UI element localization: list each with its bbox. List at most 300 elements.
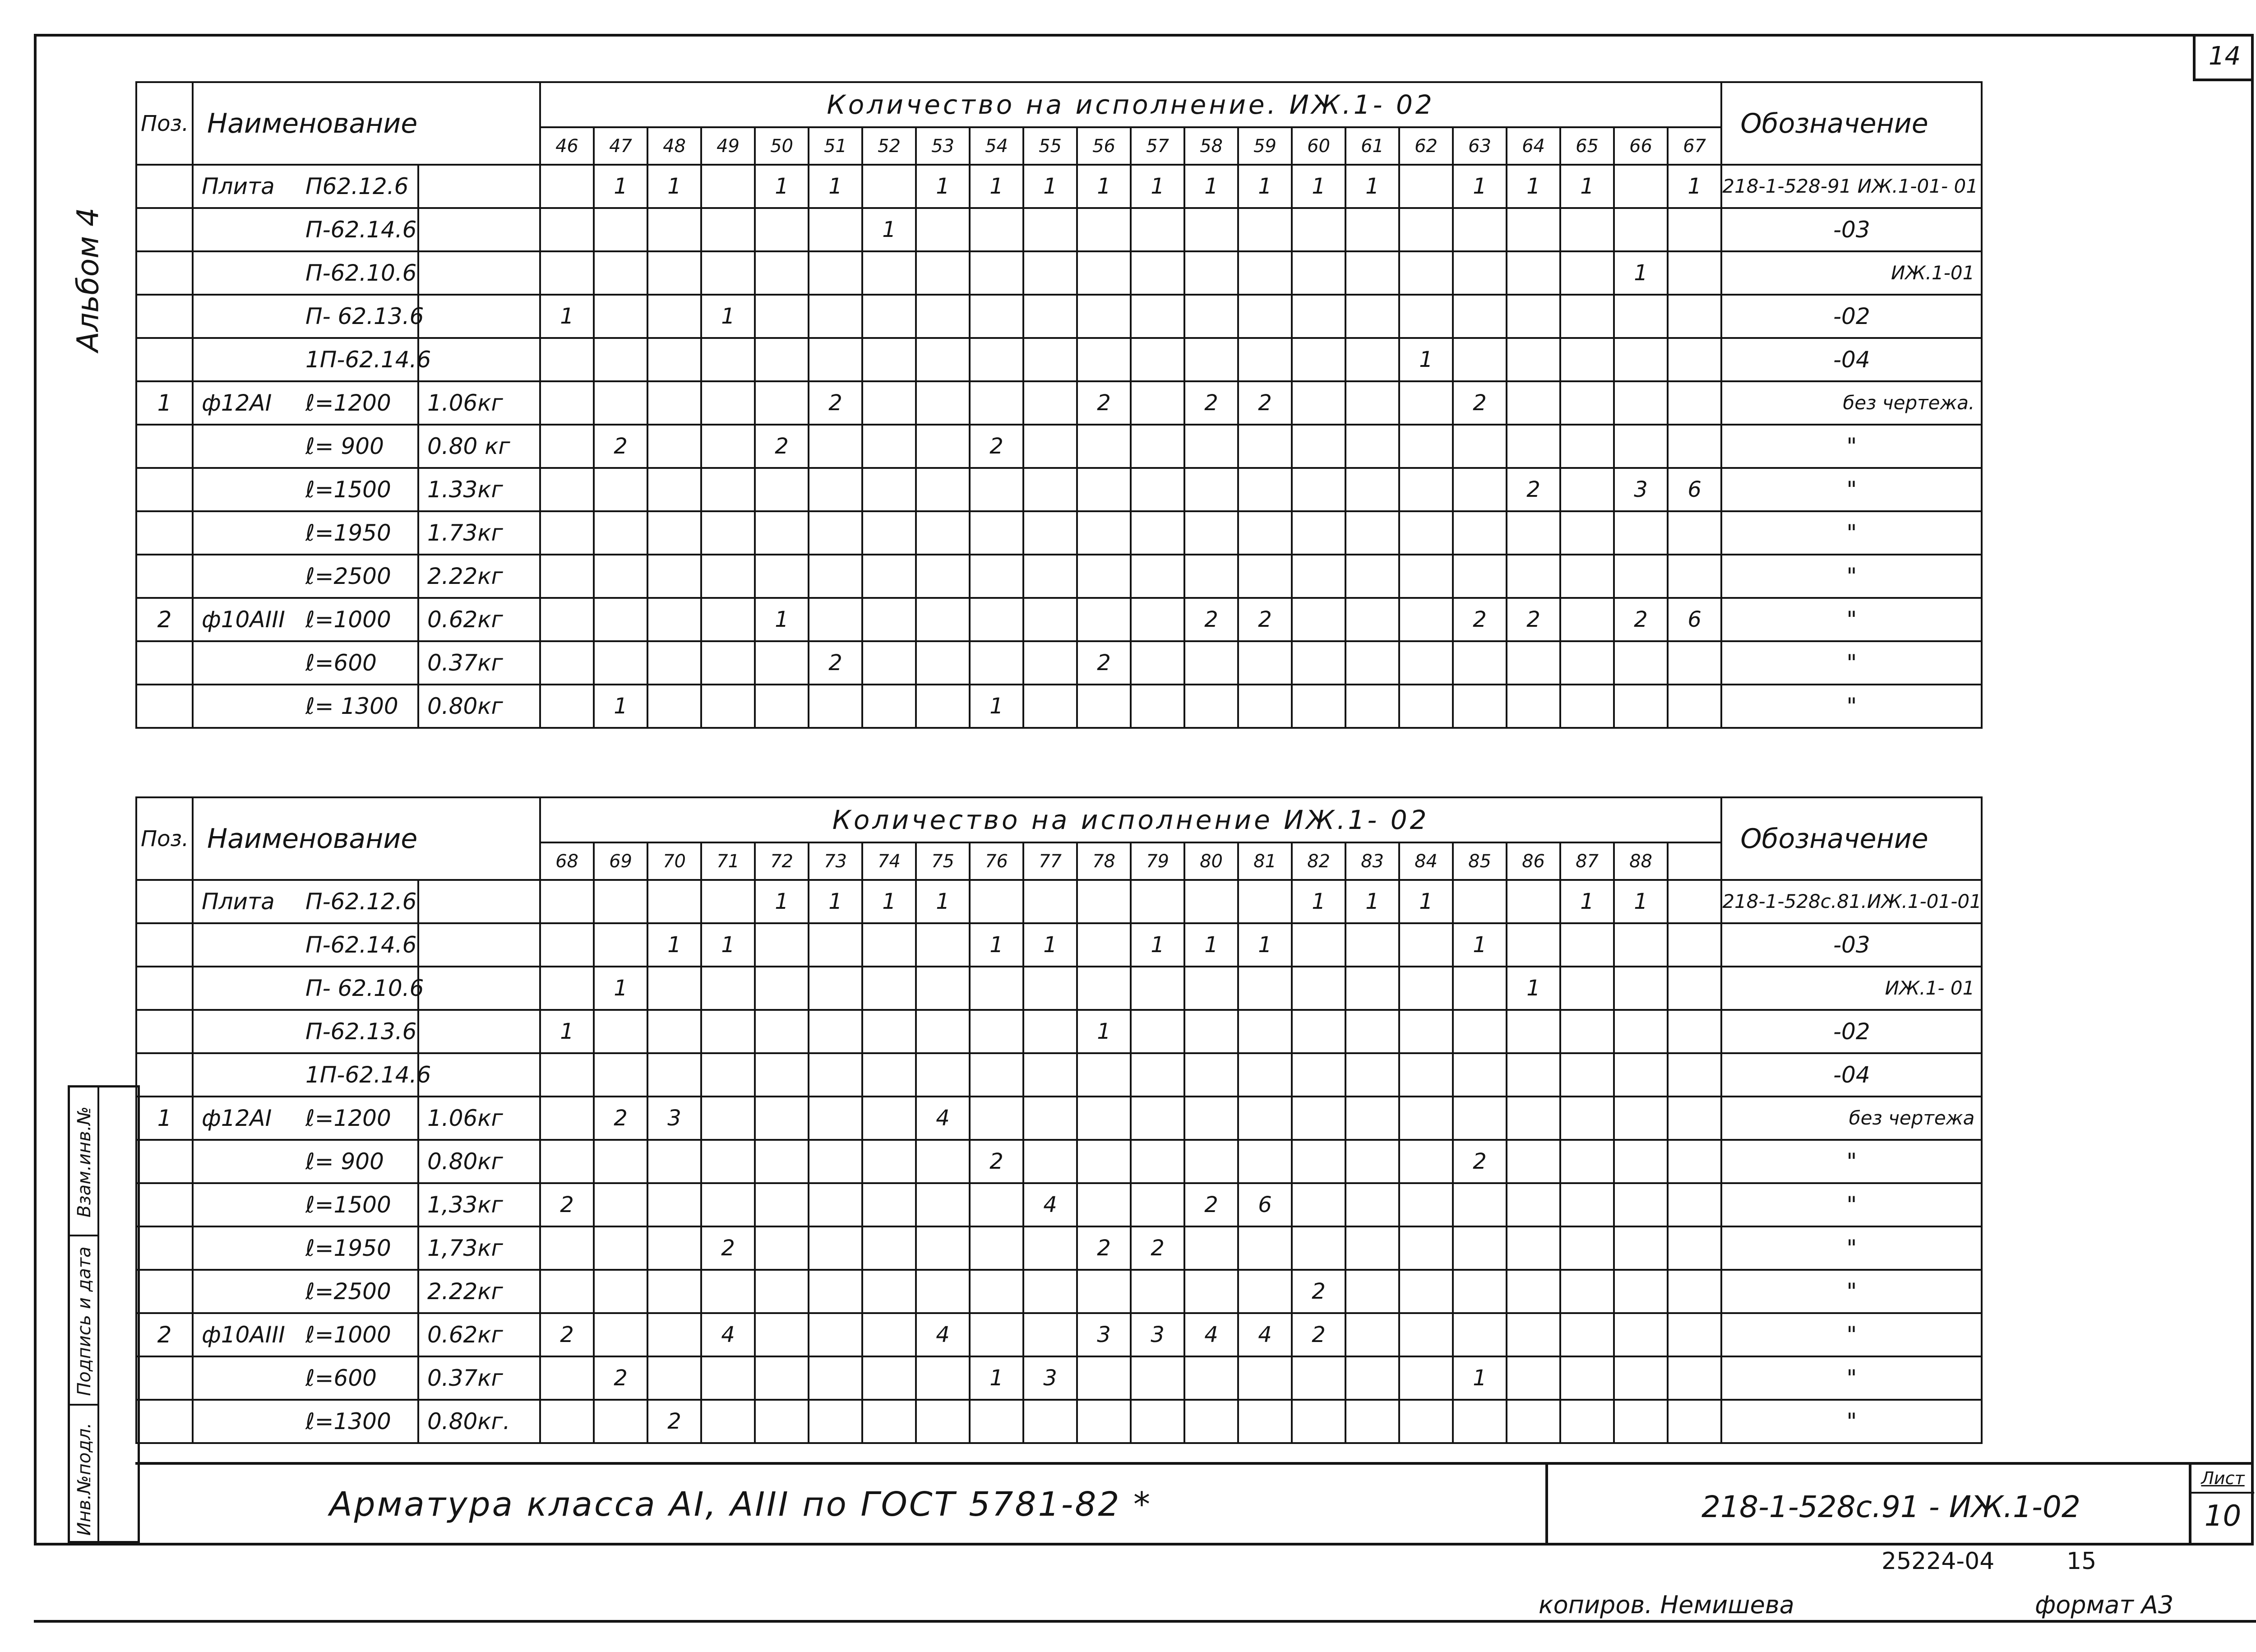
qty-cell — [1077, 923, 1131, 967]
qty-cell — [1668, 511, 1721, 555]
qty-cell — [1238, 880, 1292, 923]
qty-cell — [1077, 598, 1131, 641]
sheet-label: Лист — [2191, 1465, 2254, 1494]
qty-cell — [1668, 1400, 1721, 1443]
qty-cell — [1614, 381, 1668, 425]
qty-cell — [1668, 1226, 1721, 1270]
qty-cell — [1614, 1270, 1668, 1313]
qty-cell — [1507, 555, 1560, 598]
qty-cell — [1238, 1097, 1292, 1140]
qty-cell — [1023, 251, 1077, 295]
qty-cell — [1614, 1053, 1668, 1097]
qty-cell — [1023, 880, 1077, 923]
qty-cell — [1292, 598, 1345, 641]
item-name: ф12АI — [202, 1105, 272, 1131]
qty-cell — [1131, 1400, 1184, 1443]
qty-cell — [1238, 1053, 1292, 1097]
designation-cell: " — [1721, 641, 1982, 685]
qty-cell — [1238, 967, 1292, 1010]
qty-cell — [1131, 641, 1184, 685]
qty-cell — [701, 1010, 755, 1053]
qty-cell — [1077, 1356, 1131, 1400]
qty-cell — [540, 967, 594, 1010]
qty-cell — [540, 641, 594, 685]
variant-number: 54 — [970, 127, 1023, 165]
qty-cell: 1 — [755, 165, 809, 208]
qty-cell — [916, 1053, 970, 1097]
qty-cell — [1507, 1097, 1560, 1140]
qty-cell — [1345, 555, 1399, 598]
qty-cell — [809, 511, 862, 555]
pos-cell: 2 — [136, 1313, 193, 1356]
qty-cell — [540, 381, 594, 425]
weight-cell: 1,73кг — [418, 1226, 540, 1270]
qty-cell — [1345, 338, 1399, 381]
quantity-header: Количество на исполнение. ИЖ.1- 02 — [540, 82, 1721, 127]
qty-cell — [1023, 1226, 1077, 1270]
name-header: Наименование — [193, 797, 540, 880]
qty-cell — [1453, 880, 1507, 923]
qty-cell: 1 — [1399, 880, 1453, 923]
designation-cell: " — [1721, 1183, 1982, 1226]
qty-cell — [1560, 208, 1614, 251]
variant-number: 88 — [1614, 842, 1668, 880]
qty-cell: 1 — [1077, 1010, 1131, 1053]
qty-cell — [809, 1053, 862, 1097]
qty-cell: 2 — [1507, 598, 1560, 641]
qty-cell — [647, 338, 701, 381]
qty-cell — [1077, 685, 1131, 728]
qty-cell — [1668, 251, 1721, 295]
qty-cell — [916, 685, 970, 728]
qty-cell — [1399, 1400, 1453, 1443]
qty-cell: 1 — [916, 165, 970, 208]
qty-cell: 2 — [594, 1097, 647, 1140]
qty-cell: 1 — [916, 880, 970, 923]
pos-cell — [136, 425, 193, 468]
qty-cell — [1023, 1097, 1077, 1140]
qty-cell — [1614, 165, 1668, 208]
qty-cell — [1453, 425, 1507, 468]
weight-cell: 0.80кг — [418, 1140, 540, 1183]
qty-cell — [1399, 598, 1453, 641]
table-row — [136, 165, 1982, 208]
qty-cell — [1184, 1226, 1238, 1270]
qty-cell — [1668, 1053, 1721, 1097]
qty-cell: 2 — [594, 425, 647, 468]
qty-cell — [540, 880, 594, 923]
qty-cell — [1507, 1313, 1560, 1356]
variant-number: 66 — [1614, 127, 1668, 165]
designation-header: Обозначение — [1721, 797, 1982, 880]
qty-cell — [809, 923, 862, 967]
designation-cell: " — [1721, 1400, 1982, 1443]
item-name: ф10АIII — [202, 606, 285, 633]
weight-cell: 0.62кг — [418, 598, 540, 641]
qty-cell — [1238, 251, 1292, 295]
designation-cell: ИЖ.1- 01 — [1721, 967, 1982, 1010]
qty-cell — [862, 1400, 916, 1443]
qty-cell — [809, 598, 862, 641]
qty-cell: 2 — [1238, 598, 1292, 641]
qty-cell — [809, 468, 862, 511]
qty-cell — [1507, 641, 1560, 685]
sheet-box — [2189, 1465, 2254, 1543]
qty-cell — [540, 1400, 594, 1443]
spec-table-2 — [135, 796, 1983, 1444]
qty-cell: 1 — [1023, 165, 1077, 208]
qty-cell — [1131, 1097, 1184, 1140]
qty-cell — [862, 967, 916, 1010]
name-cell — [193, 967, 424, 1010]
item-mark: ℓ=1200 — [305, 390, 391, 416]
qty-cell — [1560, 1053, 1614, 1097]
item-mark: ℓ=1950 — [305, 1235, 391, 1261]
qty-cell — [1292, 641, 1345, 685]
qty-cell — [1399, 1183, 1453, 1226]
variant-number: 46 — [540, 127, 594, 165]
qty-cell — [809, 208, 862, 251]
pos-cell — [136, 967, 193, 1010]
qty-cell — [1560, 1313, 1614, 1356]
qty-cell — [1023, 468, 1077, 511]
qty-cell — [1614, 641, 1668, 685]
name-cell — [193, 425, 418, 468]
qty-cell — [1184, 1270, 1238, 1313]
qty-cell: 1 — [1292, 880, 1345, 923]
qty-cell — [1560, 641, 1614, 685]
qty-cell — [594, 880, 647, 923]
qty-cell — [755, 338, 809, 381]
variant-number: 84 — [1399, 842, 1453, 880]
qty-cell — [1453, 511, 1507, 555]
qty-cell — [1453, 1400, 1507, 1443]
name-cell — [193, 165, 418, 208]
qty-cell — [1614, 685, 1668, 728]
qty-cell — [809, 251, 862, 295]
item-mark: ℓ=2500 — [305, 563, 391, 589]
weight-cell: 2.22кг — [418, 555, 540, 598]
item-mark: ℓ=1500 — [305, 1192, 391, 1218]
qty-cell: 1 — [1507, 967, 1560, 1010]
qty-cell — [1453, 208, 1507, 251]
qty-cell — [1023, 598, 1077, 641]
qty-cell: 4 — [1023, 1183, 1077, 1226]
name-cell — [193, 338, 431, 381]
name-cell — [193, 923, 418, 967]
qty-cell — [916, 1140, 970, 1183]
qty-cell — [1453, 685, 1507, 728]
qty-cell — [1453, 295, 1507, 338]
qty-cell — [1345, 1140, 1399, 1183]
qty-cell — [701, 1053, 755, 1097]
qty-cell: 1 — [1614, 251, 1668, 295]
qty-cell — [1345, 1226, 1399, 1270]
qty-cell: 1 — [862, 880, 916, 923]
qty-cell — [1238, 1356, 1292, 1400]
side-stamp — [68, 1085, 140, 1543]
qty-cell — [1453, 1010, 1507, 1053]
qty-cell — [1614, 923, 1668, 967]
qty-cell: 1 — [862, 208, 916, 251]
qty-cell — [809, 685, 862, 728]
qty-cell — [1077, 1140, 1131, 1183]
qty-cell — [1453, 251, 1507, 295]
qty-cell — [647, 685, 701, 728]
qty-cell — [755, 1097, 809, 1140]
variant-number: 87 — [1560, 842, 1614, 880]
designation-cell: -04 — [1721, 1053, 1982, 1097]
qty-cell — [1668, 967, 1721, 1010]
qty-cell: 1 — [540, 295, 594, 338]
item-mark: ℓ= 1300 — [305, 693, 398, 719]
qty-cell — [1077, 1400, 1131, 1443]
qty-cell — [1507, 685, 1560, 728]
table-row — [136, 1010, 1982, 1053]
qty-cell — [540, 251, 594, 295]
item-mark: П-62.12.6 — [305, 888, 417, 915]
qty-cell — [1345, 1400, 1399, 1443]
qty-cell — [1507, 1183, 1560, 1226]
qty-cell — [1131, 468, 1184, 511]
qty-cell — [701, 1356, 755, 1400]
qty-cell — [755, 381, 809, 425]
qty-cell — [647, 1313, 701, 1356]
qty-cell — [1077, 1053, 1131, 1097]
qty-cell — [809, 1140, 862, 1183]
qty-cell — [916, 381, 970, 425]
qty-cell: 2 — [1184, 381, 1238, 425]
table-row — [136, 1183, 1982, 1226]
name-cell — [193, 1356, 418, 1400]
pos-cell — [136, 338, 193, 381]
table-row — [136, 967, 1982, 1010]
pos-cell — [136, 1183, 193, 1226]
sheet-number: 10 — [2204, 1499, 2242, 1533]
qty-cell — [1292, 468, 1345, 511]
qty-cell — [1077, 880, 1131, 923]
qty-cell — [1345, 1183, 1399, 1226]
qty-cell — [916, 468, 970, 511]
variant-number: 83 — [1345, 842, 1399, 880]
qty-cell — [1077, 295, 1131, 338]
qty-cell — [1560, 1140, 1614, 1183]
qty-cell — [1238, 1010, 1292, 1053]
qty-cell — [1345, 381, 1399, 425]
qty-cell — [916, 1400, 970, 1443]
qty-cell: 2 — [647, 1400, 701, 1443]
variant-number — [1668, 842, 1721, 880]
qty-cell — [1507, 1400, 1560, 1443]
qty-cell: 1 — [594, 165, 647, 208]
qty-cell — [1507, 208, 1560, 251]
pos-cell — [136, 923, 193, 967]
qty-cell — [647, 511, 701, 555]
qty-cell — [809, 555, 862, 598]
qty-cell — [1184, 295, 1238, 338]
name-cell — [193, 511, 418, 555]
qty-cell — [594, 1270, 647, 1313]
table-row — [136, 1313, 1982, 1356]
qty-cell — [1077, 338, 1131, 381]
qty-cell: 3 — [1077, 1313, 1131, 1356]
designation-cell: -02 — [1721, 295, 1982, 338]
qty-cell: 2 — [540, 1183, 594, 1226]
qty-cell — [1184, 967, 1238, 1010]
qty-cell — [916, 598, 970, 641]
qty-cell — [970, 381, 1023, 425]
variant-number: 61 — [1345, 127, 1399, 165]
qty-cell — [970, 1010, 1023, 1053]
qty-cell — [1345, 685, 1399, 728]
qty-cell — [1238, 208, 1292, 251]
qty-cell — [1184, 880, 1238, 923]
name-cell — [193, 1270, 418, 1313]
qty-cell — [1560, 598, 1614, 641]
qty-cell: 1 — [1668, 165, 1721, 208]
table-row — [136, 598, 1982, 641]
qty-cell: 2 — [970, 1140, 1023, 1183]
qty-cell — [755, 251, 809, 295]
qty-cell — [916, 1270, 970, 1313]
name-cell — [193, 1140, 418, 1183]
item-mark: П- 62.13.6 — [305, 303, 424, 329]
qty-cell — [540, 208, 594, 251]
name-cell — [193, 555, 418, 598]
qty-cell — [1238, 1270, 1292, 1313]
item-mark: ℓ=600 — [305, 1365, 377, 1391]
qty-cell — [1131, 1010, 1184, 1053]
name-cell — [193, 1053, 431, 1097]
variant-number: 76 — [970, 842, 1023, 880]
pos-cell — [136, 468, 193, 511]
album-label: Альбом 4 — [70, 207, 106, 352]
qty-cell — [1077, 468, 1131, 511]
qty-cell — [1184, 1097, 1238, 1140]
variant-number: 75 — [916, 842, 970, 880]
item-mark: ℓ=1950 — [305, 520, 391, 546]
qty-cell: 6 — [1238, 1183, 1292, 1226]
table-row — [136, 1140, 1982, 1183]
qty-cell — [809, 295, 862, 338]
qty-cell — [916, 1356, 970, 1400]
qty-cell — [1023, 208, 1077, 251]
item-mark: ℓ= 900 — [305, 433, 384, 459]
qty-cell — [1292, 425, 1345, 468]
designation-cell: " — [1721, 511, 1982, 555]
qty-cell — [1345, 923, 1399, 967]
qty-cell — [1507, 251, 1560, 295]
qty-cell — [1131, 295, 1184, 338]
qty-cell — [1077, 967, 1131, 1010]
qty-cell: 2 — [1614, 598, 1668, 641]
qty-cell — [1023, 685, 1077, 728]
qty-cell — [1399, 165, 1453, 208]
qty-cell — [809, 1010, 862, 1053]
format-label: формат А3 — [2035, 1591, 2174, 1619]
qty-cell — [755, 1226, 809, 1270]
qty-cell — [862, 685, 916, 728]
pos-cell — [136, 208, 193, 251]
qty-cell — [809, 1400, 862, 1443]
qty-cell — [1345, 1053, 1399, 1097]
table-row — [136, 685, 1982, 728]
qty-cell — [1507, 923, 1560, 967]
weight-cell: 1.06кг — [418, 1097, 540, 1140]
qty-cell — [1668, 880, 1721, 923]
weight-cell — [418, 1010, 540, 1053]
variant-number: 70 — [647, 842, 701, 880]
qty-cell — [1507, 425, 1560, 468]
variant-number: 79 — [1131, 842, 1184, 880]
designation-cell: " — [1721, 1140, 1982, 1183]
qty-cell — [1399, 1097, 1453, 1140]
qty-cell — [701, 555, 755, 598]
qty-cell: 1 — [1560, 165, 1614, 208]
item-name: ф12АI — [202, 390, 272, 416]
qty-cell — [755, 555, 809, 598]
qty-cell — [540, 425, 594, 468]
qty-cell: 2 — [1077, 381, 1131, 425]
qty-cell — [1023, 381, 1077, 425]
qty-cell: 1 — [1560, 880, 1614, 923]
variant-number: 82 — [1292, 842, 1345, 880]
qty-cell — [1614, 295, 1668, 338]
pos-cell — [136, 165, 193, 208]
qty-cell: 2 — [1292, 1313, 1345, 1356]
qty-cell — [701, 1400, 755, 1443]
variant-number: 53 — [916, 127, 970, 165]
qty-cell — [1238, 1400, 1292, 1443]
qty-cell — [540, 1140, 594, 1183]
qty-cell — [970, 338, 1023, 381]
item-mark: П-62.14.6 — [305, 932, 417, 958]
variant-number: 80 — [1184, 842, 1238, 880]
item-mark: ℓ=1300 — [305, 1408, 391, 1435]
qty-cell — [1345, 1313, 1399, 1356]
qty-cell: 1 — [647, 165, 701, 208]
qty-cell — [970, 208, 1023, 251]
qty-cell — [647, 1183, 701, 1226]
qty-cell — [540, 555, 594, 598]
qty-cell — [862, 1270, 916, 1313]
qty-cell: 2 — [594, 1356, 647, 1400]
qty-cell — [755, 1270, 809, 1313]
qty-cell — [701, 208, 755, 251]
qty-cell — [540, 1097, 594, 1140]
qty-cell — [862, 555, 916, 598]
qty-cell — [1507, 1226, 1560, 1270]
pos-cell: 2 — [136, 598, 193, 641]
table-row — [136, 468, 1982, 511]
qty-cell — [1345, 425, 1399, 468]
qty-cell — [809, 1313, 862, 1356]
weight-cell — [418, 880, 540, 923]
qty-cell — [1453, 641, 1507, 685]
qty-cell — [970, 1183, 1023, 1226]
qty-cell — [647, 1356, 701, 1400]
qty-cell — [970, 468, 1023, 511]
qty-cell — [1399, 641, 1453, 685]
qty-cell — [916, 295, 970, 338]
rebar-note: Арматура класса АI, АIII по ГОСТ 5781-82 * — [329, 1485, 1152, 1524]
qty-cell: 1 — [1453, 1356, 1507, 1400]
qty-cell — [1399, 1356, 1453, 1400]
qty-cell — [1131, 1270, 1184, 1313]
designation-cell: 218-1-528с.81.ИЖ.1-01-01 — [1721, 880, 1982, 923]
variant-number: 63 — [1453, 127, 1507, 165]
qty-cell — [1238, 425, 1292, 468]
